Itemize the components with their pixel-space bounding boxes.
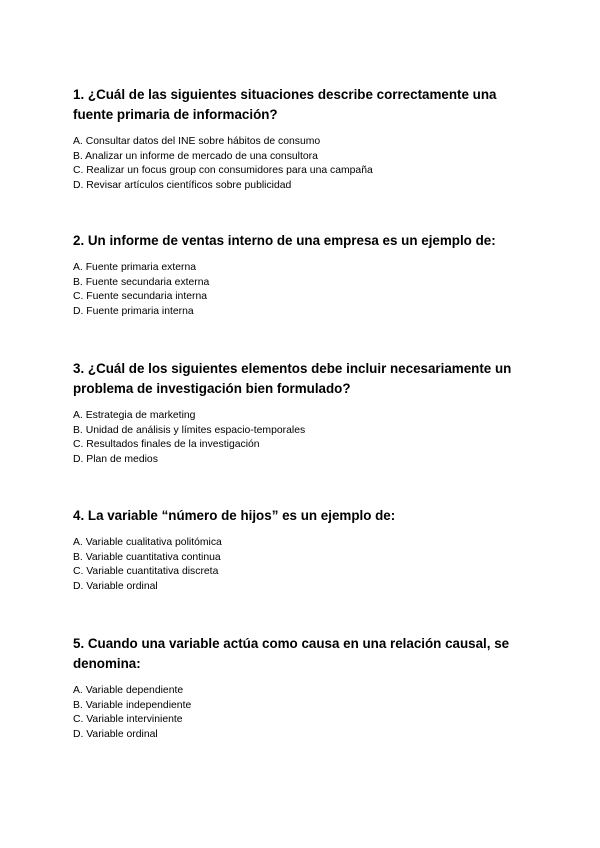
options-list	[73, 135, 533, 193]
option-d: D. Variable ordinal	[73, 728, 158, 740]
question-5	[73, 634, 533, 742]
option-b: B. Analizar un informe de mercado de una consultora	[73, 150, 318, 162]
question-title: 5. Cuando una variable actúa como causa en una relación causal, se denomina:	[73, 636, 510, 671]
option-c: C. Resultados finales de la investigación	[73, 439, 260, 451]
option-b: B. Variable cuantitativa continua	[73, 551, 221, 563]
question-title: 4. La variable “número de hijos” es un ejemplo de:	[73, 508, 396, 523]
option-c: C. Realizar un focus group con consumidores para una campaña	[73, 165, 373, 177]
question-1	[73, 85, 533, 193]
option-a: A. Consultar datos del INE sobre hábitos de consumo	[73, 136, 321, 147]
options-list	[73, 409, 533, 467]
option-b: B. Variable independiente	[73, 699, 192, 711]
question-title: 3. ¿Cuál de los siguientes elementos debe incluir necesariamente un problema de investigación bien formulado?	[73, 361, 512, 396]
option-b: B. Unidad de análisis y límites espacio-temporales	[73, 424, 306, 436]
option-d: D. Fuente primaria interna	[73, 305, 194, 317]
question-3	[73, 359, 533, 467]
option-d: D. Plan de medios	[73, 453, 158, 465]
option-a: A. Variable dependiente	[73, 685, 184, 696]
option-b: B. Fuente secundaria externa	[73, 276, 210, 288]
question-4	[73, 506, 533, 594]
option-a: A. Fuente primaria externa	[73, 262, 197, 273]
option-c: C. Fuente secundaria interna	[73, 291, 208, 303]
option-d: D. Revisar artículos científicos sobre publicidad	[73, 179, 292, 191]
option-a: A. Estrategia de marketing	[73, 410, 196, 421]
option-a: A. Variable cualitativa politómica	[73, 537, 222, 548]
option-c: C. Variable interviniente	[73, 714, 183, 726]
option-d: D. Variable ordinal	[73, 580, 158, 592]
options-list	[73, 684, 533, 742]
question-title: 1. ¿Cuál de las siguientes situaciones describe correctamente una fuente primaria de información?	[73, 87, 497, 122]
options-list	[73, 536, 533, 594]
option-c: C. Variable cuantitativa discreta	[73, 566, 219, 578]
question-title: 2. Un informe de ventas interno de una empresa es un ejemplo de:	[73, 233, 496, 248]
options-list	[73, 261, 533, 319]
question-2	[73, 231, 533, 319]
